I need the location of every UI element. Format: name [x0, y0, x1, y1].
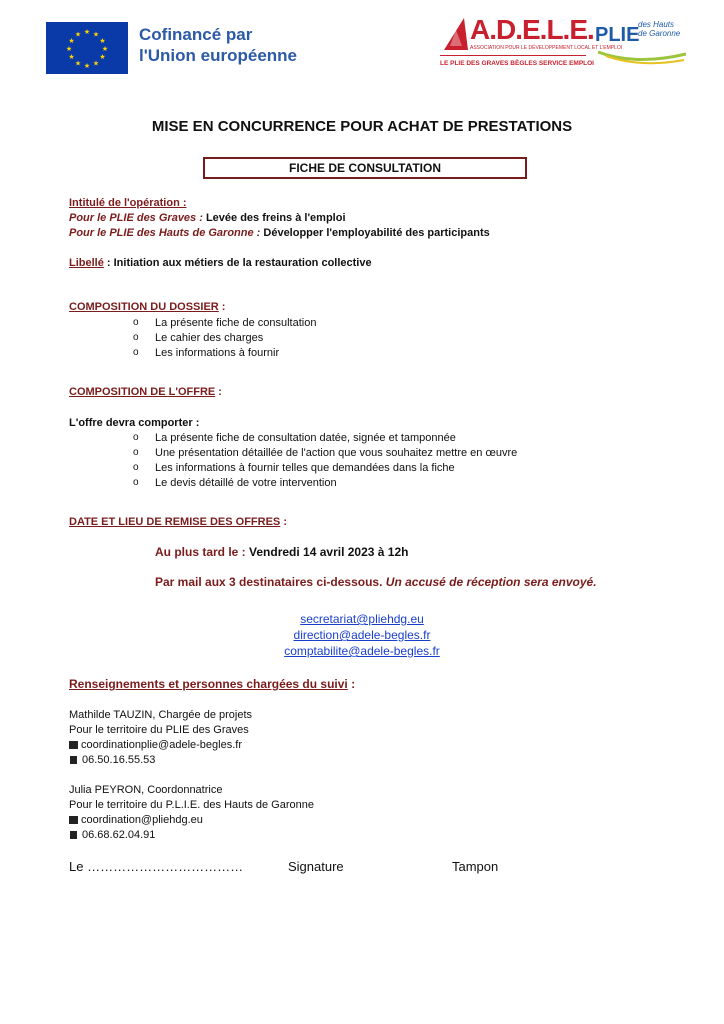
operation-line-2-value: Développer l'employabilité des participants [260, 227, 490, 239]
email-link-direction[interactable]: direction@adele-begles.fr [293, 628, 431, 642]
phone-icon [70, 756, 77, 764]
contacts-heading: Renseignements et personnes chargées du suivi [69, 677, 348, 691]
svg-text:★: ★ [99, 54, 106, 61]
envelope-icon [69, 741, 78, 749]
contacts-heading-line [69, 677, 355, 691]
adele-logo-subtitle: ASSOCIATION POUR LE DÉVELOPPEMENT LOCAL ET L'EMPLOI [470, 45, 623, 51]
svg-text:★: ★ [74, 60, 82, 68]
plie-swoosh-icon [596, 48, 688, 66]
mail-acknowledgement: Un accusé de réception sera envoyé. [385, 575, 597, 589]
operation-line-2-label: Pour le PLIE des Hauts de Garonne : [69, 227, 261, 239]
operation-line-1 [69, 211, 346, 225]
bullet-icon: o [133, 332, 139, 343]
deadline-value: Vendredi 14 avril 2023 à 12h [249, 545, 409, 559]
fiche-consultation-box: FICHE DE CONSULTATION [203, 157, 527, 179]
operation-line-1-label: Pour le PLIE des Graves : [69, 212, 203, 224]
phone-icon [70, 831, 77, 839]
svg-text:★: ★ [92, 31, 100, 39]
contact-phone: 06.68.62.04.91 [82, 829, 156, 841]
offre-item: Une présentation détaillée de l'action que vous souhaitez mettre en œuvre [155, 447, 518, 459]
contact-name: Mathilde TAUZIN, Chargée de projets [69, 709, 253, 721]
svg-text:★: ★ [99, 38, 106, 45]
dossier-item: Les informations à fournir [155, 347, 280, 359]
mail-instruction: Par mail aux 3 destinataires ci-dessous. [155, 575, 386, 589]
plie-logo-name: PLIE [595, 24, 640, 46]
libelle-line [69, 256, 372, 270]
offre-item: La présente fiche de consultation datée, signée et tamponnée [155, 432, 456, 444]
remise-heading: DATE ET LIEU DE REMISE DES OFFRES [69, 516, 281, 528]
svg-text:★: ★ [92, 60, 100, 68]
libelle-label: Libellé [69, 257, 104, 269]
dossier-item: La présente fiche de consultation [155, 317, 317, 329]
svg-text:★: ★ [83, 29, 91, 36]
eu-line-1: Cofinancé par [139, 25, 253, 44]
eu-line-2: l'Union européenne [139, 46, 297, 65]
remise-colon: : [280, 516, 287, 528]
adele-logo-name: A.D.E.L.E. [470, 14, 594, 45]
bullet-icon: o [133, 462, 139, 473]
page-title: MISE EN CONCURRENCE POUR ACHAT DE PRESTATIONS [151, 118, 573, 135]
remise-heading-line [69, 515, 287, 529]
adele-logo-footer: LE PLIE DES GRAVES BÈGLES SERVICE EMPLOI [440, 60, 594, 67]
bullet-icon: o [133, 447, 139, 458]
svg-text:★: ★ [74, 31, 82, 39]
operation-line-2 [69, 226, 490, 240]
bullet-icon: o [133, 432, 139, 443]
contact-email[interactable]: coordination@pliehdg.eu [81, 814, 203, 826]
mail-instruction-line [155, 575, 597, 589]
plie-sub-1: des Hauts [638, 20, 675, 29]
email-link-comptabilite[interactable]: comptabilite@adele-begles.fr [284, 644, 440, 658]
contact-email-line [69, 738, 242, 752]
eu-cofinance-text [139, 24, 297, 66]
deadline-line [155, 545, 408, 559]
bullet-icon: o [133, 317, 139, 328]
date-field: Le ……………………………… [69, 859, 244, 874]
svg-text:★: ★ [101, 46, 109, 53]
svg-text:★: ★ [65, 46, 73, 53]
contact-phone-line [69, 828, 155, 842]
contact-name: Julia PEYRON, Coordonnatrice [69, 784, 223, 796]
contact-territory: Pour le territoire du P.L.I.E. des Hauts de Garonne [69, 799, 314, 811]
contact-phone-line [69, 753, 155, 767]
contact-phone: 06.50.16.55.53 [82, 754, 156, 766]
operation-line-1-value: Levée des freins à l'emploi [202, 212, 346, 224]
offre-heading: COMPOSITION DE L'OFFRE [69, 386, 216, 398]
offre-heading-line [69, 385, 222, 399]
signature-label: Signature [288, 859, 344, 874]
bullet-icon: o [133, 347, 139, 358]
contact-email-line [69, 813, 203, 827]
adele-sail-icon [442, 16, 470, 54]
offre-item: Les informations à fournir telles que demandées dans la fiche [155, 462, 455, 474]
svg-text:★: ★ [68, 54, 75, 61]
offre-colon: : [215, 386, 222, 398]
dossier-colon: : [218, 301, 226, 313]
email-link-secretariat[interactable]: secretariat@pliehdg.eu [300, 612, 424, 626]
plie-sub-2: de Garonne [638, 29, 681, 38]
svg-text:★: ★ [68, 38, 75, 45]
operation-heading: Intitulé de l'opération : [69, 197, 187, 209]
contact-territory: Pour le territoire du PLIE des Graves [69, 724, 249, 736]
dossier-heading-line [69, 300, 225, 314]
offre-intro: L'offre devra comporter : [69, 417, 200, 429]
eu-stars-icon [46, 22, 128, 74]
svg-text:★: ★ [83, 63, 91, 70]
dossier-heading: COMPOSITION DU DOSSIER [69, 301, 219, 313]
adele-logo-divider [440, 55, 586, 56]
tampon-label: Tampon [452, 859, 499, 874]
libelle-value: Initiation aux métiers de la restauration collective [113, 257, 372, 269]
contacts-colon: : [347, 677, 356, 691]
envelope-icon [69, 816, 78, 824]
libelle-sep: : [103, 257, 114, 269]
eu-flag-logo [46, 22, 128, 74]
dossier-item: Le cahier des charges [155, 332, 264, 344]
offre-item: Le devis détaillé de votre intervention [155, 477, 337, 489]
email-list [0, 611, 724, 659]
plie-logo-subtitle [638, 20, 680, 38]
bullet-icon: o [133, 477, 139, 488]
contact-email[interactable]: coordinationplie@adele-begles.fr [81, 739, 242, 751]
deadline-label: Au plus tard le : [155, 545, 250, 559]
